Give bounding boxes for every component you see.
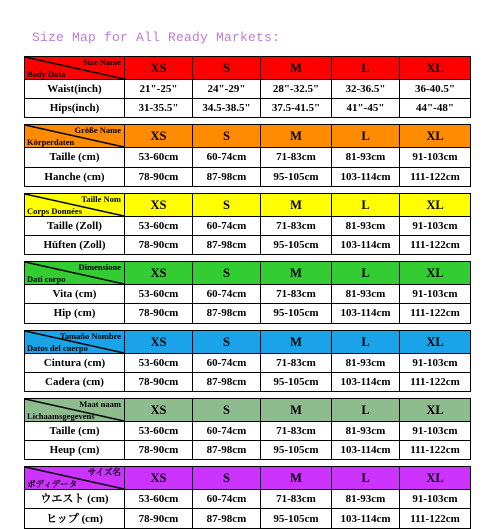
measurement-value: 103-114cm xyxy=(332,372,400,391)
measurement-value: 95-105cm xyxy=(261,372,332,391)
measurement-value: 78-90cm xyxy=(125,235,193,254)
measurement-label: Vita (cm) xyxy=(25,285,125,304)
size-chart-table xyxy=(24,56,471,529)
section-gap-cell xyxy=(25,186,471,193)
size-header-l: L xyxy=(332,262,400,285)
size-name-label: Größe Name xyxy=(74,125,121,136)
measurement-label: Hanche (cm) xyxy=(25,167,125,186)
table-row xyxy=(25,99,471,118)
measurement-value: 24"-29" xyxy=(193,80,261,99)
measurement-value: 111-122cm xyxy=(400,167,471,186)
table-row xyxy=(25,353,471,372)
table-row xyxy=(25,80,471,99)
header-corner-cell xyxy=(25,193,125,216)
section-header-row xyxy=(25,330,471,353)
size-header-xs: XS xyxy=(125,330,193,353)
measurement-value: 78-90cm xyxy=(125,304,193,323)
size-name-label: Maat naam xyxy=(79,398,121,409)
measurement-value: 71-83cm xyxy=(261,216,332,235)
measurement-value: 37.5-41.5" xyxy=(261,99,332,118)
table-row xyxy=(25,216,471,235)
table-row xyxy=(25,304,471,323)
size-header-s: S xyxy=(193,262,261,285)
measurement-label: ヒップ (cm) xyxy=(25,509,125,528)
header-corner-cell xyxy=(25,398,125,421)
measurement-value: 60-74cm xyxy=(193,353,261,372)
body-data-label: Corps Données xyxy=(27,205,83,216)
size-name-label: Tamaño Nombre xyxy=(59,330,121,341)
measurement-value: 103-114cm xyxy=(332,167,400,186)
measurement-value: 78-90cm xyxy=(125,372,193,391)
section-gap-cell xyxy=(25,118,471,125)
section-gap-cell xyxy=(25,391,471,398)
size-name-label: Taille Nom xyxy=(81,193,121,204)
size-header-xs: XS xyxy=(125,398,193,421)
measurement-value: 60-74cm xyxy=(193,216,261,235)
measurement-label: Hips(inch) xyxy=(25,99,125,118)
table-row xyxy=(25,285,471,304)
measurement-value: 60-74cm xyxy=(193,421,261,440)
measurement-value: 60-74cm xyxy=(193,285,261,304)
size-header-l: L xyxy=(332,125,400,148)
corner-cell-content xyxy=(25,194,124,216)
corner-cell-content xyxy=(25,57,124,79)
header-corner-cell xyxy=(25,57,125,80)
measurement-value: 34.5-38.5" xyxy=(193,99,261,118)
section-gap xyxy=(25,323,471,330)
measurement-value: 95-105cm xyxy=(261,304,332,323)
measurement-value: 44"-48" xyxy=(400,99,471,118)
measurement-value: 87-98cm xyxy=(193,235,261,254)
measurement-value: 21"-25" xyxy=(125,80,193,99)
corner-cell-content xyxy=(25,399,124,421)
body-data-label: Dati corpo xyxy=(27,274,66,285)
measurement-value: 111-122cm xyxy=(400,235,471,254)
measurement-label: Hüften (Zoll) xyxy=(25,235,125,254)
corner-cell-content xyxy=(25,262,124,284)
measurement-value: 32-36.5" xyxy=(332,80,400,99)
corner-cell-content xyxy=(25,331,124,353)
measurement-label: Taille (cm) xyxy=(25,421,125,440)
table-row xyxy=(25,167,471,186)
section-header-row xyxy=(25,467,471,490)
measurement-value: 95-105cm xyxy=(261,509,332,528)
measurement-label: Heup (cm) xyxy=(25,441,125,460)
body-data-label: Body Data xyxy=(27,69,66,79)
measurement-value: 87-98cm xyxy=(193,167,261,186)
measurement-value: 111-122cm xyxy=(400,372,471,391)
table-row xyxy=(25,235,471,254)
measurement-value: 87-98cm xyxy=(193,304,261,323)
measurement-value: 78-90cm xyxy=(125,167,193,186)
measurement-value: 103-114cm xyxy=(332,304,400,323)
measurement-value: 53-60cm xyxy=(125,353,193,372)
measurement-value: 91-103cm xyxy=(400,285,471,304)
table-row xyxy=(25,441,471,460)
measurement-value: 71-83cm xyxy=(261,353,332,372)
measurement-value: 111-122cm xyxy=(400,441,471,460)
size-header-m: M xyxy=(261,262,332,285)
size-name-label: サイズ名 xyxy=(87,467,121,478)
table-row xyxy=(25,509,471,528)
size-header-l: L xyxy=(332,467,400,490)
body-data-label: ボディデータ xyxy=(27,479,78,490)
size-header-s: S xyxy=(193,193,261,216)
size-header-l: L xyxy=(332,330,400,353)
section-header-row xyxy=(25,262,471,285)
measurement-value: 81-93cm xyxy=(332,353,400,372)
measurement-label: Cintura (cm) xyxy=(25,353,125,372)
measurement-label: Cadera (cm) xyxy=(25,372,125,391)
body-data-label: Datos del cuerpo xyxy=(27,342,88,353)
section-header-row xyxy=(25,125,471,148)
size-header-xl: XL xyxy=(400,330,471,353)
size-header-s: S xyxy=(193,330,261,353)
measurement-value: 103-114cm xyxy=(332,235,400,254)
measurement-value: 81-93cm xyxy=(332,216,400,235)
section-gap xyxy=(25,186,471,193)
corner-cell-content xyxy=(25,467,124,489)
size-header-s: S xyxy=(193,125,261,148)
size-header-xl: XL xyxy=(400,398,471,421)
size-name-label: Size Name xyxy=(82,57,121,67)
size-header-m: M xyxy=(261,125,332,148)
section-gap xyxy=(25,118,471,125)
size-header-xl: XL xyxy=(400,467,471,490)
measurement-value: 28"-32.5" xyxy=(261,80,332,99)
size-header-m: M xyxy=(261,467,332,490)
measurement-value: 53-60cm xyxy=(125,285,193,304)
size-header-s: S xyxy=(193,57,261,80)
header-corner-cell xyxy=(25,467,125,490)
size-header-xs: XS xyxy=(125,125,193,148)
size-header-l: L xyxy=(332,398,400,421)
size-header-xl: XL xyxy=(400,57,471,80)
size-header-xs: XS xyxy=(125,467,193,490)
size-header-l: L xyxy=(332,193,400,216)
section-gap xyxy=(25,255,471,262)
section-gap-cell xyxy=(25,460,471,467)
measurement-value: 78-90cm xyxy=(125,441,193,460)
body-data-label: Lichaamsgegevens xyxy=(27,410,95,421)
measurement-value: 53-60cm xyxy=(125,421,193,440)
measurement-label: Taille (Zoll) xyxy=(25,216,125,235)
page-title: Size Map for All Ready Markets: xyxy=(32,30,281,45)
measurement-value: 91-103cm xyxy=(400,216,471,235)
table-row xyxy=(25,148,471,167)
table-row xyxy=(25,372,471,391)
table-row xyxy=(25,490,471,509)
measurement-value: 91-103cm xyxy=(400,421,471,440)
measurement-value: 60-74cm xyxy=(193,148,261,167)
measurement-value: 36-40.5" xyxy=(400,80,471,99)
section-gap-cell xyxy=(25,323,471,330)
measurement-value: 60-74cm xyxy=(193,490,261,509)
size-header-m: M xyxy=(261,398,332,421)
size-header-xl: XL xyxy=(400,193,471,216)
measurement-value: 95-105cm xyxy=(261,167,332,186)
section-header-row xyxy=(25,398,471,421)
header-corner-cell xyxy=(25,330,125,353)
measurement-value: 103-114cm xyxy=(332,509,400,528)
section-gap xyxy=(25,460,471,467)
measurement-value: 95-105cm xyxy=(261,441,332,460)
measurement-label: Waist(inch) xyxy=(25,80,125,99)
measurement-value: 111-122cm xyxy=(400,509,471,528)
corner-cell-content xyxy=(25,125,124,147)
table-row xyxy=(25,421,471,440)
section-gap xyxy=(25,391,471,398)
body-data-label: Körperdaten xyxy=(27,137,75,148)
measurement-label: ウエスト (cm) xyxy=(25,490,125,509)
section-header-row xyxy=(25,193,471,216)
measurement-label: Hip (cm) xyxy=(25,304,125,323)
measurement-value: 53-60cm xyxy=(125,490,193,509)
section-gap-cell xyxy=(25,255,471,262)
measurement-value: 87-98cm xyxy=(193,509,261,528)
size-header-m: M xyxy=(261,330,332,353)
size-header-s: S xyxy=(193,398,261,421)
measurement-value: 87-98cm xyxy=(193,372,261,391)
measurement-value: 31-35.5" xyxy=(125,99,193,118)
measurement-value: 53-60cm xyxy=(125,148,193,167)
measurement-value: 95-105cm xyxy=(261,235,332,254)
size-header-xs: XS xyxy=(125,193,193,216)
measurement-value: 91-103cm xyxy=(400,490,471,509)
measurement-value: 71-83cm xyxy=(261,421,332,440)
section-header-row xyxy=(25,57,471,80)
measurement-value: 53-60cm xyxy=(125,216,193,235)
measurement-value: 81-93cm xyxy=(332,421,400,440)
header-corner-cell xyxy=(25,262,125,285)
size-header-xs: XS xyxy=(125,57,193,80)
size-name-label: Dimensione xyxy=(78,262,121,273)
measurement-value: 71-83cm xyxy=(261,285,332,304)
measurement-value: 71-83cm xyxy=(261,148,332,167)
size-header-m: M xyxy=(261,193,332,216)
size-header-xs: XS xyxy=(125,262,193,285)
size-header-xl: XL xyxy=(400,262,471,285)
measurement-value: 91-103cm xyxy=(400,148,471,167)
header-corner-cell xyxy=(25,125,125,148)
measurement-value: 91-103cm xyxy=(400,353,471,372)
measurement-value: 87-98cm xyxy=(193,441,261,460)
size-header-s: S xyxy=(193,467,261,490)
measurement-value: 111-122cm xyxy=(400,304,471,323)
size-header-xl: XL xyxy=(400,125,471,148)
size-header-m: M xyxy=(261,57,332,80)
size-chart-body xyxy=(25,57,471,529)
measurement-label: Taille (cm) xyxy=(25,148,125,167)
measurement-value: 78-90cm xyxy=(125,509,193,528)
measurement-value: 103-114cm xyxy=(332,441,400,460)
measurement-value: 81-93cm xyxy=(332,148,400,167)
measurement-value: 81-93cm xyxy=(332,285,400,304)
size-header-l: L xyxy=(332,57,400,80)
measurement-value: 71-83cm xyxy=(261,490,332,509)
measurement-value: 41"-45" xyxy=(332,99,400,118)
measurement-value: 81-93cm xyxy=(332,490,400,509)
